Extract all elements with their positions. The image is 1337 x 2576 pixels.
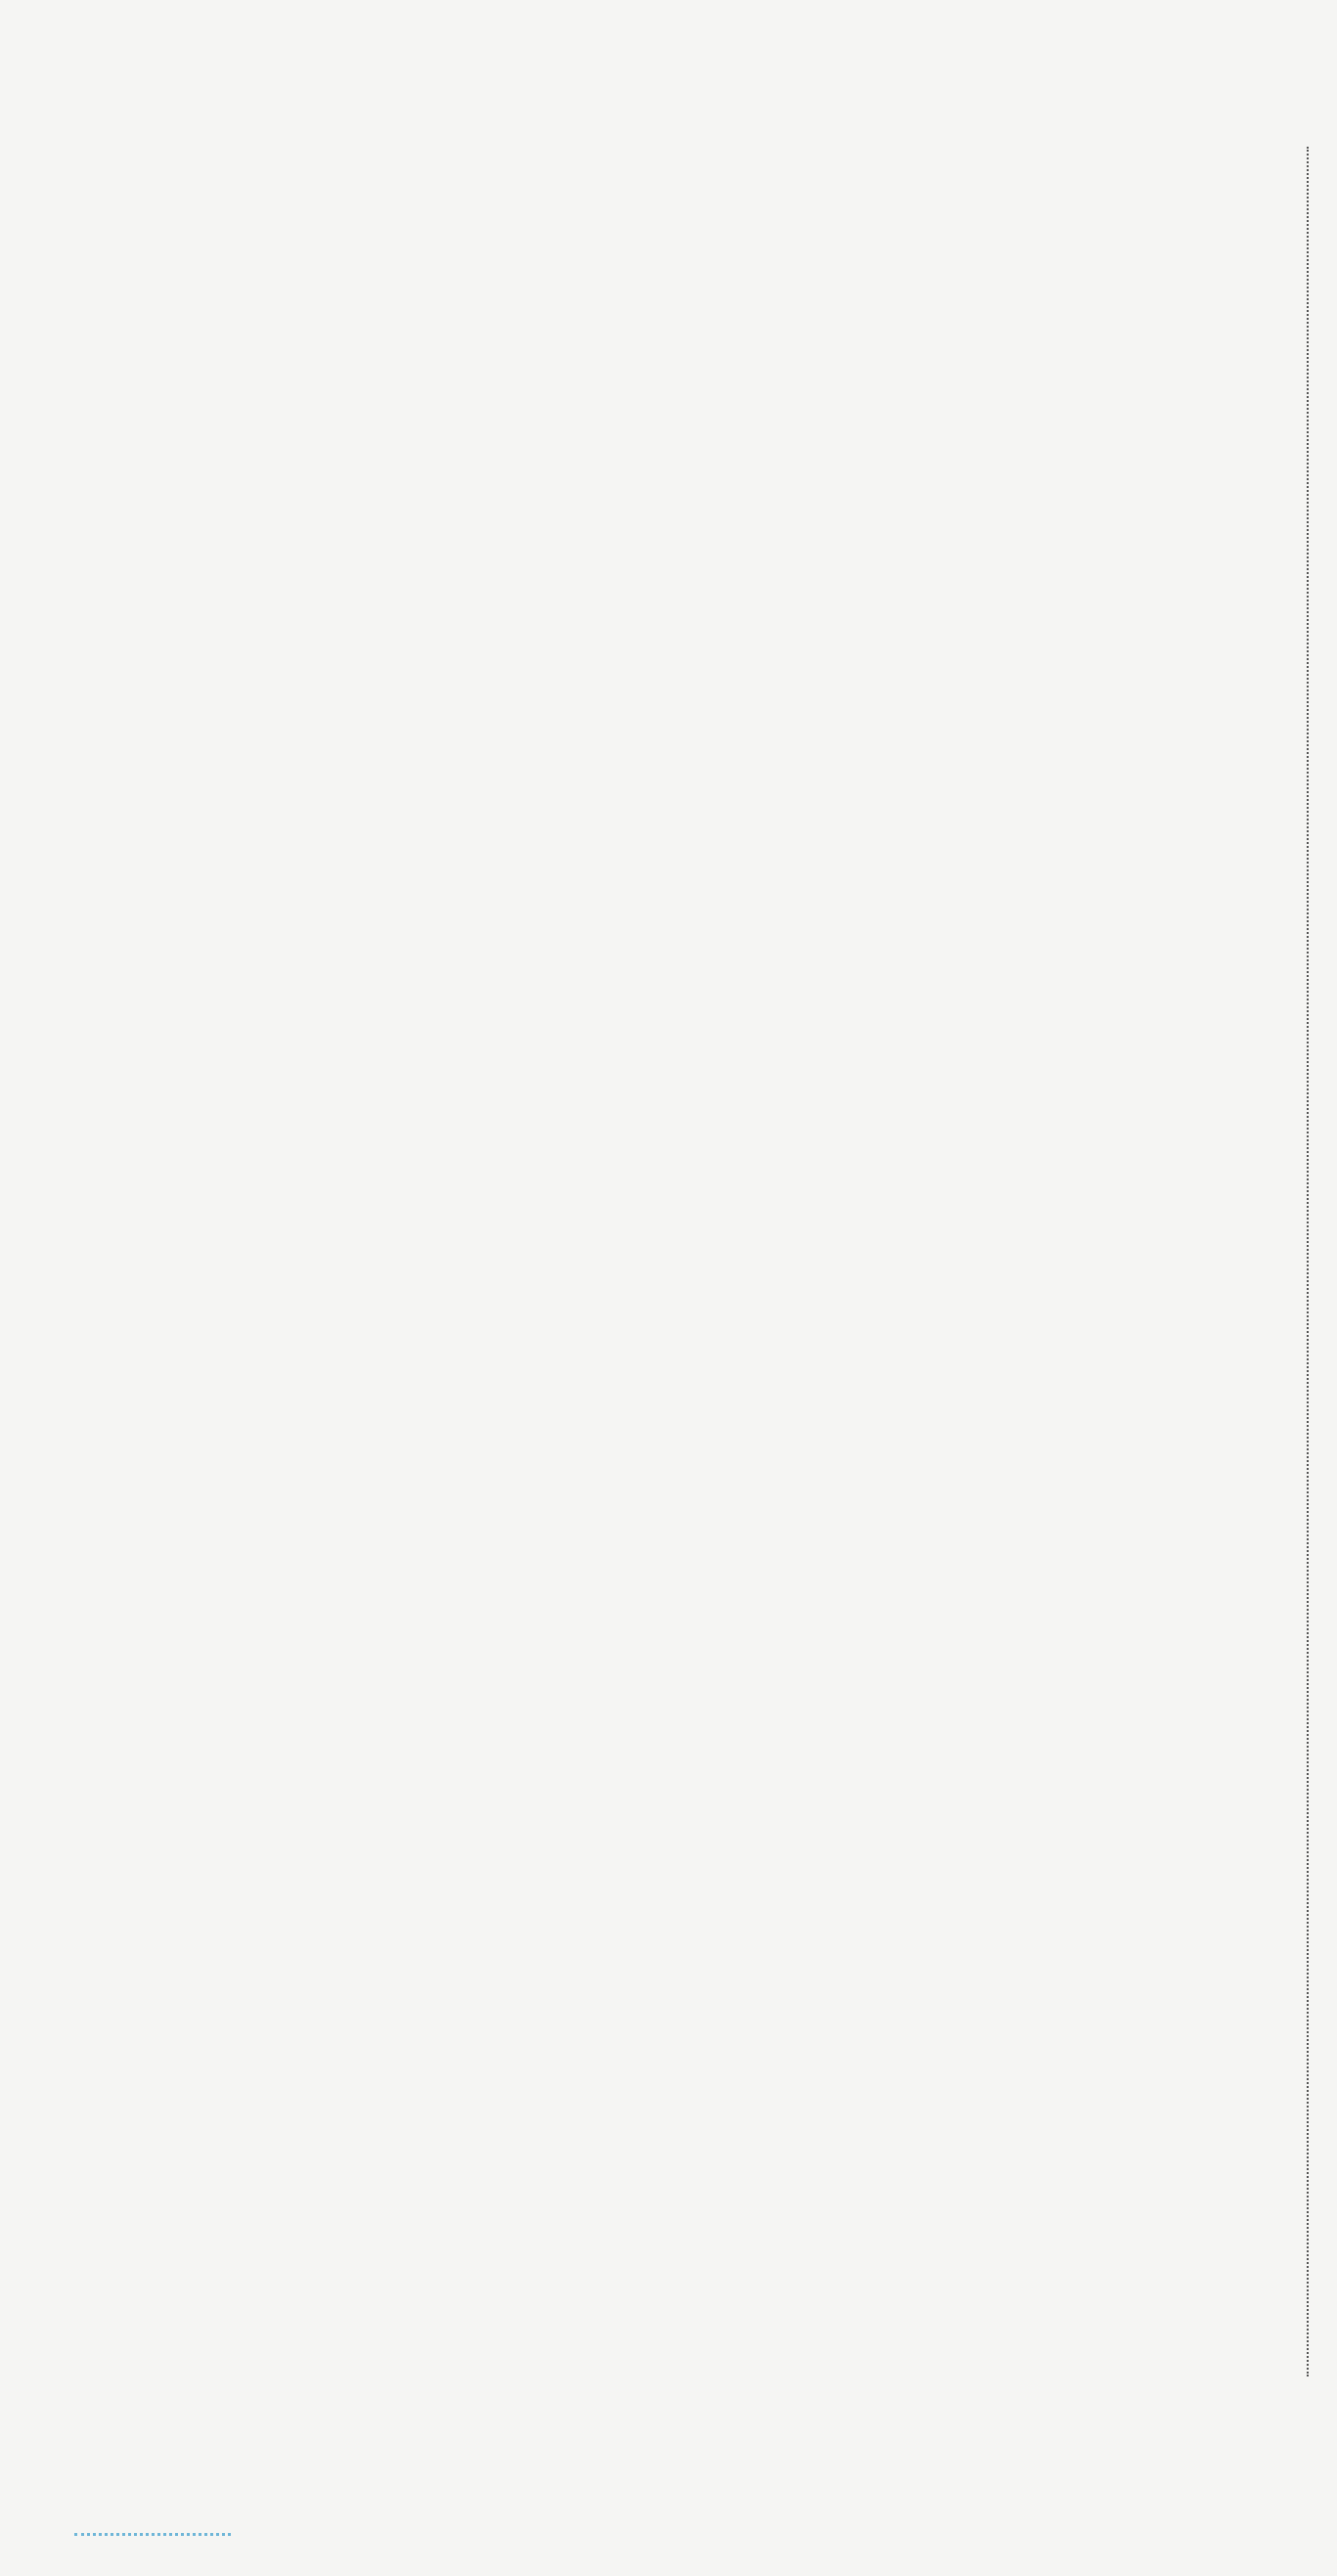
page-footer [61,2482,133,2531]
section3-heading [61,359,1291,401]
page-content [61,149,1291,569]
section2-intro1 [61,191,1291,233]
section2-intro2 [61,275,1291,317]
section2-intro1-end [61,233,1291,275]
section2-intro2-end [61,317,1291,359]
answers-heading [61,401,1291,443]
footer-dots [74,2533,231,2536]
writing-version-heading [61,443,1291,485]
essay-first-line [61,527,1291,569]
section2-heading [61,149,1291,191]
essay-title [61,485,1291,527]
cut-line [1307,147,1309,2376]
